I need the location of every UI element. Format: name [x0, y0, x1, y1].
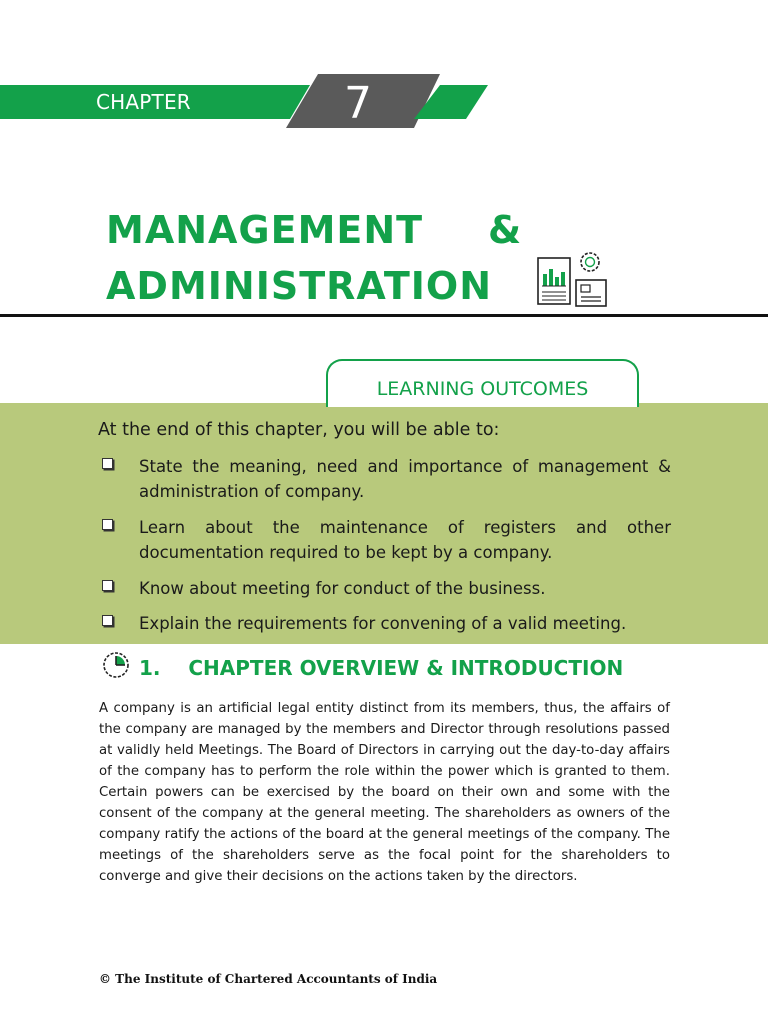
- title-divider: [0, 314, 768, 317]
- learning-outcome-item: Learn about the maintenance of registers and other documentation required to be kept by a company.: [139, 518, 671, 562]
- learning-outcomes-intro: At the end of this chapter, you will be able to:: [98, 420, 500, 440]
- page-title-ampersand: &: [488, 208, 522, 252]
- management-icon: [532, 244, 610, 310]
- checkbox-bullet-icon: [102, 615, 113, 626]
- chapter-number: 7: [344, 78, 372, 129]
- learning-outcomes-heading: LEARNING OUTCOMES: [376, 378, 589, 400]
- learning-outcome-item: State the meaning, need and importance of management & administration of company.: [139, 457, 671, 501]
- page-title-line-1: MANAGEMENT: [106, 208, 424, 252]
- learning-outcome-item: Explain the requirements for convening of a valid meeting.: [139, 614, 627, 633]
- checkbox-bullet-icon: [102, 580, 113, 591]
- chapter-label: CHAPTER: [96, 90, 191, 114]
- pie-chart-icon: [100, 648, 132, 680]
- page-title-line-2: ADMINISTRATION: [106, 264, 493, 308]
- section-title: CHAPTER OVERVIEW & INTRODUCTION: [188, 656, 624, 680]
- intro-paragraph: A company is an artificial legal entity distinct from its members, thus, the affairs of the company are managed by the members and Director through resolutions passed at validly held Meetings. The Board of Directors in carrying out the day-to-day affairs of the company has to perform the role within the power which is granted to them. Certain powers can be exercised by the board on their own and some with the consent of the company at the general meeting. The shareholders as owners of the company ratify the actions of the board at the general meetings of the company. The meetings of the shareholders serve as the focal point for the shareholders to converge and give their decisions on the actions taken by the directors.: [99, 701, 670, 884]
- checkbox-bullet-icon: [102, 519, 113, 530]
- learning-outcome-item: Know about meeting for conduct of the business.: [139, 579, 546, 598]
- section-heading: [139, 656, 623, 680]
- footer-copyright: © The Institute of Chartered Accountants of India: [99, 972, 438, 986]
- checkbox-bullet-icon: [102, 458, 113, 469]
- section-number: 1.: [139, 656, 161, 680]
